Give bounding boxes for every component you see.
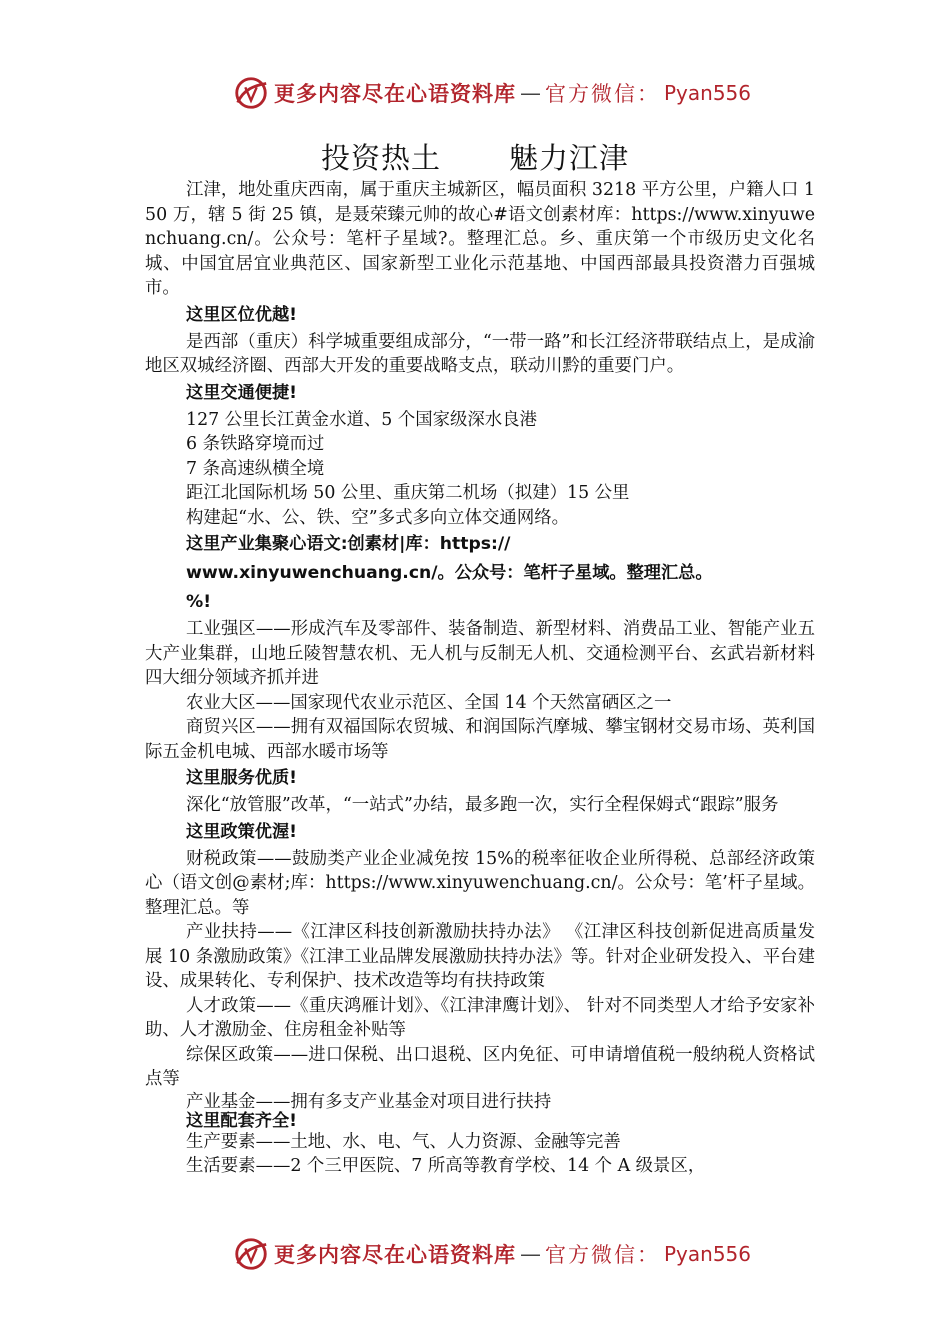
watermark-side: 官方微信： (545, 82, 660, 106)
transport-line: 127 公里长江黄金水道、5 个国家级深水良港 (186, 409, 537, 430)
watermark-wechat-id: Pyan556 (664, 1242, 752, 1266)
policy-paragraph: 产业扶持——《江津区科技创新激励扶持办法》 《江津区科技创新促进高质量发展 10 条激励政策》《江津工业品牌发展激励扶持办法》等。针对企业研发投入、平台建设、成果转化、专利保护、技术改造等均有扶持政策 (145, 922, 815, 991)
document-body (145, 178, 815, 1179)
intro-paragraph: 江津，地处重庆西南，属于重庆主城新区，幅员面积 3218 平方公里，户籍人口 150 万，辖 5 街 25 镇，是聂荣臻元帅的故心#语文创素材库：https://www.xinyuwenchuang.cn/。公众号：笔杆子星域?。整理汇总。乡、重庆第一个市级历史文化名城、中国宜居宜业典范区、国家新型工业化示范基地、中国西部最具投资潜力百强城市。 (145, 180, 815, 298)
support-line: 生产要素——土地、水、电、气、人力资源、金融等完善 (186, 1131, 621, 1152)
support-line: 生活要素——2 个三甲医院、7 所高等教育学校、14 个 A 级景区， (186, 1156, 706, 1176)
xinyu-logo-icon (232, 74, 270, 112)
page-title (0, 140, 950, 176)
transport-line: 距江北国际机场 50 公里、重庆第二机场（拟建）15 公里 (186, 483, 630, 503)
policy-paragraph: 产业基金——拥有多支产业基金对项目进行扶持 (186, 1091, 552, 1112)
watermark-brand: 更多内容尽在心语资料库 (274, 82, 516, 106)
transport-line: 6 条铁路穿境而过 (186, 434, 325, 454)
location-paragraph: 是西部（重庆）科学城重要组成部分，“一带一路”和长江经济带联结点上，是成渝地区双城经济圈、西部大开发的重要战略支点，联动川黔的重要门户。 (145, 331, 815, 376)
title-part-1: 投资热土 (320, 141, 441, 175)
heading-location: 这里区位优越! (186, 304, 297, 325)
service-paragraph: 深化“放管服”改革，“一站式”办结，最多跑一次，实行全程保姆式“跟踪”服务 (186, 795, 779, 815)
watermark-brand: 更多内容尽在心语资料库 (274, 1243, 516, 1267)
industry-paragraph: 商贸兴区——拥有双福国际农贸城、和润国际汽摩城、攀宝钢材交易市场、英利国际五金机电城、西部水暖市场等 (145, 717, 815, 762)
heading-service: 这里服务优质! (186, 768, 297, 788)
heading-industry-line2: www.xinyuwenchuang.cn/。公众号：笔杆子星域。整理汇总。 (186, 563, 713, 583)
policy-paragraph: 财税政策——鼓励类产业企业减免按 15%的税率征收企业所得税、总部经济政策心（语文创@素材;库：https://www.xinyuwenchuang.cn/。公众号：笔’杆子星域。整理汇总。等 (145, 848, 815, 918)
industry-paragraph: 农业大区——国家现代农业示范区、全国 14 个天然富硒区之一 (186, 692, 672, 713)
watermark-side: 官方微信： (545, 1243, 660, 1267)
watermark-header (232, 73, 752, 113)
heading-industry-line3: %! (186, 592, 212, 612)
heading-policy: 这里政策优渥! (186, 821, 297, 842)
watermark-footer (232, 1234, 752, 1274)
transport-line: 构建起“水、公、铁、空”多式多向立体交通网络。 (186, 507, 569, 528)
transport-line: 7 条高速纵横全境 (186, 458, 325, 479)
heading-support: 这里配套齐全! (186, 1110, 297, 1131)
industry-paragraph: 工业强区——形成汽车及零部件、装备制造、新型材料、消费品工业、智能产业五大产业集群，山地丘陵智慧农机、无人机与反制无人机、交通检测平台、玄武岩新材料四大细分领域齐抓并进 (145, 619, 815, 688)
heading-transport: 这里交通便捷! (186, 382, 297, 403)
policy-paragraph: 人才政策——《重庆鸿雁计划》、《江津津鹰计划》、 针对不同类型人才给予安家补助、人才激励金、住房租金补贴等 (145, 995, 815, 1040)
heading-industry-line1: 这里产业集聚心语文:创素材|库：https:// (186, 534, 511, 554)
watermark-wechat-id: Pyan556 (664, 81, 752, 105)
policy-paragraph: 综保区政策——进口保税、出口退税、区内免征、可申请增值税一般纳税人资格试点等 (145, 1044, 815, 1089)
watermark-dash: — (520, 81, 541, 105)
watermark-dash: — (520, 1242, 541, 1266)
xinyu-logo-icon (232, 1235, 270, 1273)
title-part-2: 魅力江津 (509, 141, 630, 175)
